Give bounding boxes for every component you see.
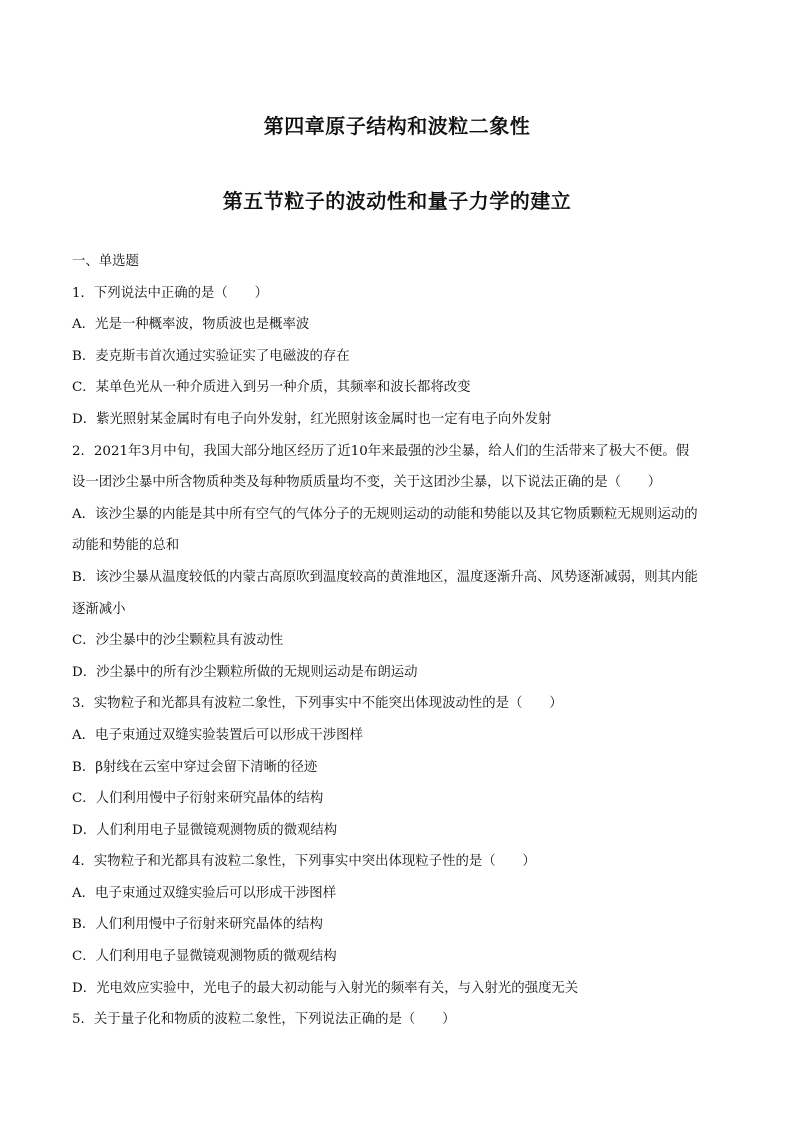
option-4d: D．光电效应实验中，光电子的最大初动能与入射光的频率有关，与入射光的强度无关 — [72, 980, 579, 996]
section-title: 第五节粒子的波动性和量子力学的建立 — [222, 189, 572, 213]
section-heading: 一、单选题 — [72, 254, 139, 269]
option-2c: C．沙尘暴中的沙尘颗粒具有波动性 — [72, 633, 284, 649]
question-stem-2-line-2: 设一团沙尘暴中所含物质种类及每种物质质量均不变，关于这团沙尘暴，以下说法正确的是（ ） — [72, 475, 662, 491]
option-4a: A．电子束通过双缝实验后可以形成干涉图样 — [72, 885, 337, 901]
option-1d: D．紫光照射某金属时有电子向外发射，红光照射该金属时也一定有电子向外发射 — [72, 411, 552, 427]
option-3a: A．电子束通过双缝实验装置后可以形成干涉图样 — [72, 727, 363, 743]
option-2b-line-2: 逐渐减小 — [72, 601, 126, 617]
question-stem-2-line-1: 2．2021年3月中旬，我国大部分地区经历了近10年来最强的沙尘暴，给人们的生活带来了极大不便。假 — [72, 443, 690, 459]
option-4c: C．人们利用电子显微镜观测物质的微观结构 — [72, 949, 337, 965]
option-1c: C．某单色光从一种介质进入到另一种介质，其频率和波长都将改变 — [72, 380, 471, 396]
question-stem-4: 4．实物粒子和光都具有波粒二象性，下列事实中突出体现粒子性的是（ ） — [72, 854, 536, 870]
question-stem-5: 5．关于量子化和物质的波粒二象性，下列说法正确的是（ ） — [72, 1012, 456, 1028]
option-2a-line-1: A．该沙尘暴的内能是其中所有空气的气体分子的无规则运动的动能和势能以及其它物质颗粒无规则运动的 — [72, 506, 698, 522]
option-3c: C．人们利用慢中子衍射来研究晶体的结构 — [72, 791, 324, 807]
option-2d: D．沙尘暴中的所有沙尘颗粒所做的无规则运动是布朗运动 — [72, 664, 418, 680]
option-3d: D．人们利用电子显微镜观测物质的微观结构 — [72, 822, 338, 838]
question-list — [72, 246, 727, 1036]
question-stem-1: 1．下列说法中正确的是（ ） — [72, 285, 268, 301]
option-2a-line-2: 动能和势能的总和 — [72, 538, 180, 554]
question-stem-3: 3．实物粒子和光都具有波粒二象性，下列事实中不能突出体现波动性的是（ ） — [72, 696, 563, 712]
option-2b-line-1: B．该沙尘暴从温度较低的内蒙古高原吹到温度较高的黄淮地区，温度逐渐升高、风势逐渐减弱，则其内能 — [72, 569, 698, 585]
option-1a: A．光是一种概率波，物质波也是概率波 — [72, 317, 310, 333]
chapter-title: 第四章原子结构和波粒二象性 — [263, 114, 531, 138]
option-3b: B．β射线在云室中穿过会留下清晰的径迹 — [72, 759, 318, 775]
option-4b: B．人们利用慢中子衍射来研究晶体的结构 — [72, 917, 323, 933]
option-1b: B．麦克斯韦首次通过实验证实了电磁波的存在 — [72, 348, 350, 364]
